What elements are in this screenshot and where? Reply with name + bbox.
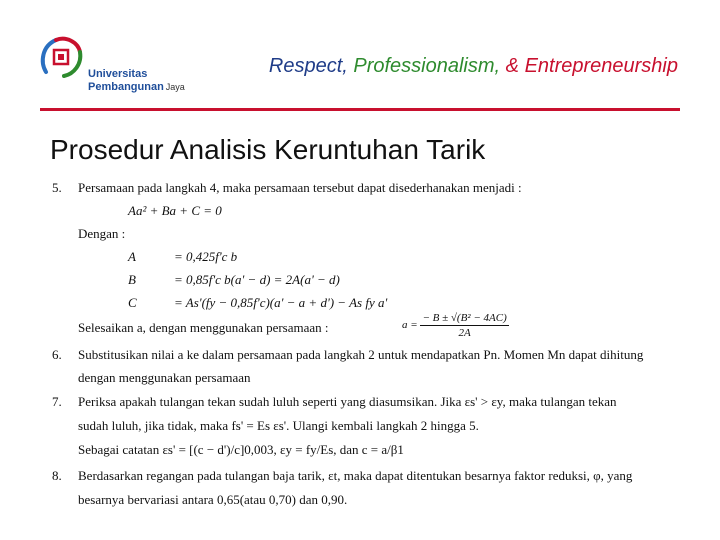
formula-numerator: − B ± √(B² − 4AC) xyxy=(422,312,507,324)
step-5-text: Persamaan pada langkah 4, maka persamaan tersebut dapat disederhanakan menjadi : xyxy=(78,180,522,195)
logo-university-text: Universitas xyxy=(88,68,148,80)
upj-logo-icon xyxy=(38,34,84,84)
step-8-line1: Berdasarkan regangan pada tulangan baja tarik, εt, maka dapat ditentukan besarnya faktor reduksi, φ, yang xyxy=(78,468,633,483)
step-7-number: 7. xyxy=(52,394,62,409)
step-5: 5. xyxy=(52,180,62,195)
page-title: Prosedur Analisis Keruntuhan Tarik xyxy=(50,134,486,165)
step-8-line2: besarnya bervariasi antara 0,65(atau 0,70) dan 0,90. xyxy=(78,492,348,507)
step-7-line1: Periksa apakah tulangan tekan sudah luluh seperti yang diasumsikan. Jika εs' > εy, maka tulangan tekan xyxy=(78,394,617,409)
quadratic-formula: a = $\frac{\text{− B ± √(B² − 4AC)}}{2A}$ xyxy=(402,312,507,339)
step-7-line3: Sebagai catatan εs' = [(c − d')/c]0,003, εy = fy/Es, dan c = a/β1 xyxy=(78,442,404,457)
def-expression: = As'(fy − 0,85f'c)(a' − a + d') − As fy a' xyxy=(174,295,388,310)
step-5-equation: Aa² + Ba + C = 0 xyxy=(128,203,222,218)
def-symbol: A xyxy=(128,249,136,264)
def-symbol: B xyxy=(128,272,136,287)
step-5-solve-text: Selesaikan a, dengan menggunakan persamaan : xyxy=(78,320,329,335)
step-8-number: 8. xyxy=(52,468,62,483)
tagline: Respect, Professionalism, & Entrepreneurship xyxy=(268,55,678,77)
step-6-number: 6. xyxy=(52,347,62,362)
def-expression: = 0,85f'c b(a' − d) = 2A(a' − d) xyxy=(174,272,340,287)
university-logo xyxy=(38,34,185,104)
formula-denominator: 2A xyxy=(458,327,471,339)
def-expression: = 0,425f'c b xyxy=(174,249,238,264)
header-divider xyxy=(40,108,680,111)
step-7-line2: sudah luluh, jika tidak, maka fs' = Es εs'. Ulangi kembali langkah 2 hingga 5. xyxy=(78,418,479,433)
def-symbol: C xyxy=(128,295,137,310)
step-6-line1: Substitusikan nilai a ke dalam persamaan pada langkah 2 untuk mendapatkan Pn. Momen Mn dapat dihitung xyxy=(78,347,644,362)
step-6-line2: dengan menggunakan persamaan xyxy=(78,370,251,385)
step-5-dengan: Dengan : xyxy=(78,226,126,241)
logo-university-name: Pembangunan Jaya xyxy=(88,81,185,93)
